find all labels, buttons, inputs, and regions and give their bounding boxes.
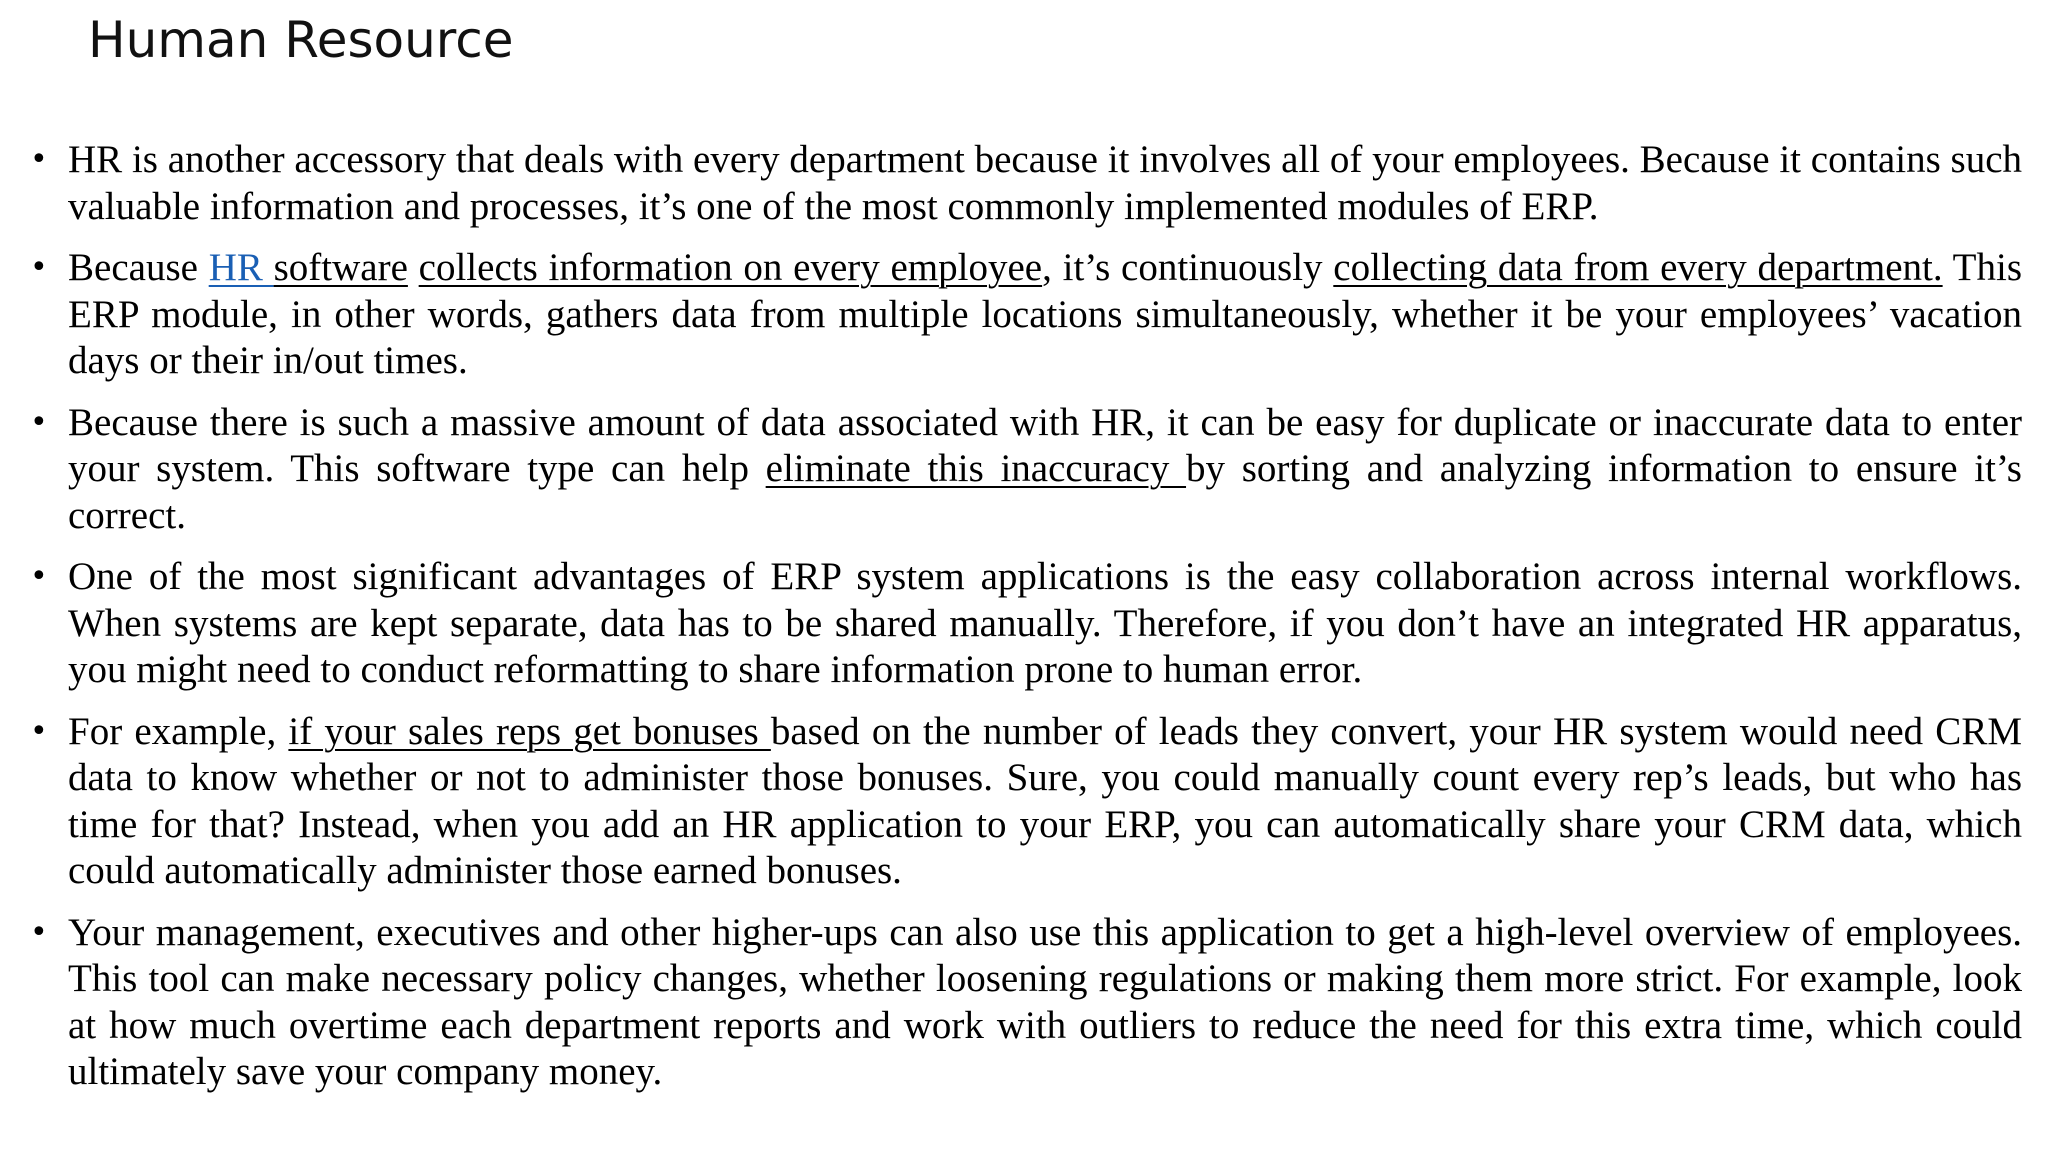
bullet-text: HR is another accessory that deals with every department because it involves all of your employees. Because it contains such valuable information and processes, it’s one of the most commonly implemented modules of ERP.	[68, 138, 2022, 228]
bullet-text-rest: This ERP module, in other words, gathers data from multiple locations simultaneously, whether it be your employees’ vacation days or their in/out times.	[68, 246, 2023, 382]
bullet-icon: •	[30, 250, 48, 285]
underlined-collecting-data: collecting data from every department.	[1333, 246, 1943, 289]
underlined-eliminate-inaccuracy: eliminate this inaccuracy	[765, 447, 1187, 490]
bullet-text: One of the most significant advantages of ERP system applications is the easy collaboration across internal workflows. When systems are kept separate, data has to be shared manually. Therefore, if you don’t have an integrated HR apparatus, you might need to conduct reformatting to share information prone to human error.	[68, 555, 2022, 691]
underlined-sales-reps-bonuses: if your sales reps get bonuses	[288, 709, 771, 753]
bullet-text: Your management, executives and other higher-ups can also use this application to get a high-level overview of employees. This tool can make necessary policy changes, whether loosening regulations or making them more strict. For example, look at how much overtime each department reports and work with outliers to reduce the need for this extra time, which could ultimately save your company money.	[68, 910, 2022, 1093]
bullet-icon: •	[30, 404, 48, 440]
bullet-item-3	[30, 400, 2022, 540]
bullet-text-prefix: For example,	[68, 709, 289, 753]
bullet-text-rest: based on the number of leads they convert, your HR system would need CRM data to know whether or not to administer those bonuses. Sure, you could manually count every rep’s leads, but who has time for that? Instead, when you add an HR application to your ERP, you can automatically share your CRM data, which could automatically administer those earned bonuses.	[68, 709, 2023, 892]
hr-link[interactable]: HR	[208, 246, 274, 289]
underlined-collects-information: collects information on every employee	[418, 246, 1043, 289]
bullet-item-4	[30, 554, 2022, 694]
bullet-text-middle: , it’s continuously	[1042, 246, 1334, 289]
bullet-text-space	[408, 246, 419, 289]
bullet-icon: •	[30, 142, 48, 177]
bullet-icon: •	[30, 713, 48, 749]
bullet-item-6	[30, 910, 2022, 1096]
slide-title: Human Resource	[88, 11, 514, 69]
bullet-item-2	[30, 245, 2022, 385]
underlined-software: software	[273, 246, 408, 289]
bullet-text-prefix: Because	[68, 246, 209, 289]
bullet-text-rest: by sorting and analyzing information to ensure it’s correct.	[68, 447, 2022, 537]
bullet-item-1	[30, 137, 2022, 230]
bullet-text-prefix: Because there is such a massive amount of data associated with HR, it can be easy for duplicate or inaccurate data to enter your system. This software type can help	[68, 400, 2022, 490]
bullet-list	[30, 137, 2022, 1111]
bullet-icon: •	[30, 914, 48, 950]
bullet-icon: •	[30, 559, 48, 594]
bullet-item-5	[30, 709, 2022, 895]
